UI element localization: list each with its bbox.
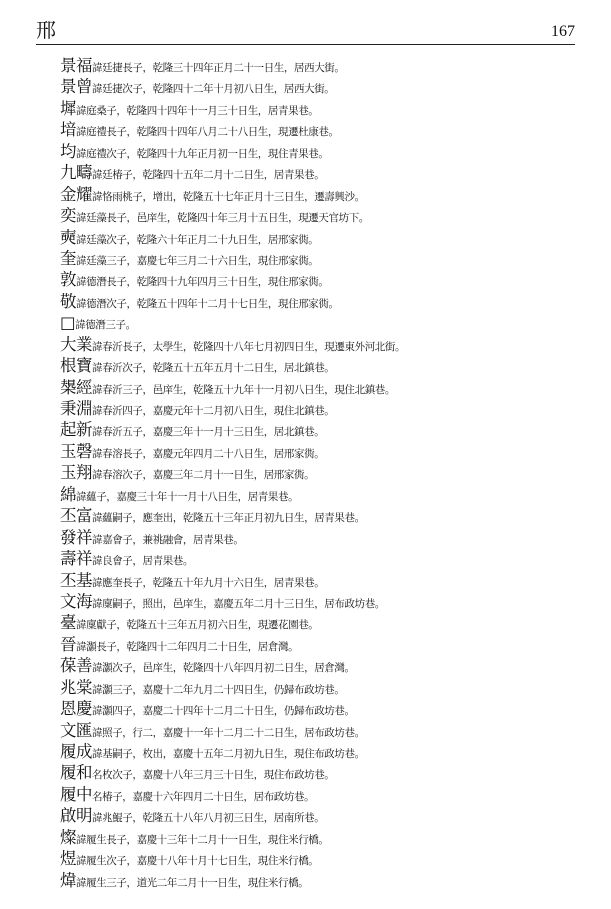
genealogy-entry [60, 762, 580, 783]
entry-text: 諱灝次子，邑庠生，乾隆四十八年四月初二日生，居倉灣。 [92, 662, 355, 675]
entry-text: 諱廩獻子，乾隆五十三年五月初六日生，現遷花園巷。 [76, 619, 319, 632]
genealogy-entry [60, 419, 580, 440]
entry-text: 諱履生次子，嘉慶十八年十月十七日生，現住米行橋。 [76, 855, 319, 868]
genealogy-entry [60, 848, 580, 869]
genealogy-entry [60, 462, 580, 483]
entry-text: 諱灝長子，乾隆四十二年四月二十日生，居倉灣。 [76, 640, 299, 653]
entry-name: 奎 [60, 248, 76, 268]
entry-text: 諱春溶次子，嘉慶三年二月十一日生，居邢家衖。 [92, 469, 315, 482]
entry-text: 諱照子，行二，嘉慶十一年十二月二十二日生，居布政坊巷。 [92, 726, 365, 739]
genealogy-entry [60, 184, 580, 205]
entry-name: 履成 [60, 742, 92, 761]
entry-text: 諱廷藻長子，邑庠生，乾隆四十年三月十五日生，現遷天官坊下。 [76, 212, 369, 225]
genealogy-entry-list [60, 55, 580, 891]
entry-name: 九疇 [60, 163, 92, 183]
entry-text: 諱庭禮次子，乾隆四十九年正月初一日生，現住青果巷。 [76, 147, 329, 160]
entry-name: 恩慶 [60, 699, 92, 719]
entry-name: 景曾 [60, 77, 92, 97]
entry-text: 諱廷椿子，乾隆四十五年二月十二日生，居青果巷。 [92, 169, 325, 182]
entry-name: 臺 [60, 613, 76, 633]
entry-name: □ [60, 313, 76, 333]
genealogy-entry [60, 355, 580, 376]
entry-text: 諱履生長子，嘉慶十三年十二月十一日生，現住米行橋。 [76, 833, 329, 846]
entry-name: 槼經 [60, 377, 92, 397]
genealogy-entry [60, 677, 580, 698]
entry-text: 名椿子，嘉慶十六年四月二十日生，居布政坊巷。 [92, 790, 315, 803]
entry-text: 諱廷藻三子，嘉慶七年三月二十六日生，現住邢家衖。 [76, 254, 319, 267]
genealogy-entry [60, 312, 580, 333]
entry-text: 諱基嗣子，枚出，嘉慶十五年二月初九日生，現住布政坊巷。 [92, 748, 365, 760]
entry-text: 諱庭桑子，乾隆四十四年十一月三十日生，居青果巷。 [76, 104, 319, 117]
entry-name: 玉翔 [60, 463, 92, 483]
entry-text: 諱廩嗣子，照出，邑庠生，嘉慶五年二月十三日生，居布政坊巷。 [92, 597, 385, 610]
entry-text: 諱春沂次子，乾隆五十五年五月十二日生，居北鎮巷。 [92, 362, 335, 375]
entry-text: 諱履生三子，道光二年二月十一日生，現住米行橋。 [76, 876, 309, 889]
genealogy-entry [60, 827, 580, 848]
entry-name: 晉 [60, 634, 76, 654]
running-title: 邢 [36, 18, 56, 42]
entry-name: 根寶 [60, 356, 92, 376]
entry-text: 諱春沂長子，太學生，乾隆四十八年七月初四日生，現遷東外河北街。 [92, 340, 406, 353]
entry-text: 諱蘊子，嘉慶三十年十一月十八日生，居青果巷。 [76, 490, 299, 503]
genealogy-entry [60, 484, 580, 505]
genealogy-entry [60, 655, 580, 676]
entry-name: 丕基 [60, 570, 92, 590]
entry-name: 履和 [60, 763, 92, 783]
entry-name: 景福 [60, 56, 92, 75]
entry-text: 諱春沂三子，邑庠生，乾隆五十九年十一月初八日生，現住北鎮巷。 [92, 383, 395, 396]
entry-name: 大業 [60, 334, 92, 354]
genealogy-entry [60, 76, 580, 97]
genealogy-entry [60, 269, 580, 290]
entry-text: 諱良會子，居青果巷。 [92, 555, 193, 568]
genealogy-entry [60, 548, 580, 569]
page-header [36, 18, 575, 45]
entry-name: 墀 [60, 98, 76, 118]
entry-text: 諱廷藻次子，乾隆六十年正月二十九日生，居邢家衖。 [76, 233, 319, 246]
entry-name: 葆善 [60, 656, 92, 676]
genealogy-entry [60, 227, 580, 248]
genealogy-entry [60, 591, 580, 612]
entry-text: 諱蘊嗣子，應奎出，乾隆五十三年正月初九日生，居青果巷。 [92, 512, 365, 525]
entry-text: 諱廷捷長子，乾隆三十四年正月二十一日生，居西大街。 [92, 62, 345, 74]
entry-text: 諱德潛長子，乾隆四十九年四月三十日生，現住邢家衖。 [76, 276, 329, 289]
entry-name: 奭 [60, 227, 76, 247]
entry-name: 玉磬 [60, 441, 92, 461]
genealogy-entry [60, 505, 580, 526]
entry-name: 煜 [60, 849, 76, 869]
genealogy-entry [60, 805, 580, 826]
genealogy-entry [60, 248, 580, 269]
entry-text: 諱應奎長子，乾隆五十年九月十六日生，居青果巷。 [92, 576, 325, 589]
genealogy-entry [60, 205, 580, 226]
entry-name: 履中 [60, 784, 92, 804]
genealogy-entry [60, 119, 580, 140]
entry-text: 諱德潛三子。 [75, 319, 136, 332]
entry-text: 諱德潛次子，乾隆五十四年十二月十七日生，現住邢家衖。 [76, 297, 339, 310]
entry-name: 發祥 [60, 527, 92, 547]
entry-text: 諱春溶長子，嘉慶元年四月二十八日生，居邢家衖。 [92, 447, 325, 460]
entry-name: 起新 [60, 420, 92, 440]
genealogy-entry [60, 698, 580, 719]
entry-name: 敦 [60, 270, 76, 290]
entry-text: 諱灝三子，嘉慶十二年九月二十四日生，仍歸布政坊巷。 [92, 683, 345, 696]
entry-text: 諱春沂五子，嘉慶三年十一月十三日生，居北鎮巷。 [92, 426, 325, 439]
genealogy-entry [60, 162, 580, 183]
entry-name: 丕富 [60, 506, 92, 526]
entry-name: 均 [60, 141, 76, 161]
genealogy-entry [60, 398, 580, 419]
entry-name: 堷 [60, 120, 76, 140]
entry-text: 諱庭禮長子，乾隆四十四年八月二十八日生，現遷杜康巷。 [76, 126, 339, 139]
entry-name: 文海 [60, 591, 92, 611]
genealogy-entry [60, 570, 580, 591]
genealogy-entry [60, 527, 580, 548]
genealogy-entry [60, 612, 580, 633]
genealogy-entry [60, 784, 580, 805]
entry-name: 煒 [60, 870, 76, 890]
genealogy-entry [60, 741, 580, 762]
entry-name: 壽祥 [60, 549, 92, 569]
entry-name: 燦 [60, 827, 76, 847]
entry-text: 諱廷捷次子，乾隆四十二年十月初八日生，居西大街。 [92, 83, 335, 96]
genealogy-entry [60, 377, 580, 398]
entry-name: 文匯 [60, 720, 92, 740]
entry-text: 諱恪雨桃子，增出，乾隆五十七年正月十三日生，遷壽興沙。 [92, 190, 365, 203]
entry-name: 啟明 [60, 806, 92, 826]
genealogy-entry [60, 634, 580, 655]
genealogy-entry [60, 291, 580, 312]
entry-name: 兆棠 [60, 677, 92, 697]
entry-name: 金耀 [60, 184, 92, 204]
entry-text: 名枚次子，嘉慶十八年三月三十日生，現住布政坊巷。 [92, 769, 335, 782]
entry-text: 諱春沂四子，嘉慶元年十二月初八日生，現住北鎮巷。 [92, 405, 335, 417]
genealogy-entry [60, 441, 580, 462]
entry-name: 奕 [60, 206, 76, 226]
genealogy-entry [60, 334, 580, 355]
genealogy-entry [60, 55, 580, 76]
entry-text: 諱嘉會子，兼祧融會，居青果巷。 [92, 533, 244, 546]
page-number: 167 [551, 23, 575, 40]
entry-name: 綿 [60, 484, 76, 504]
entry-text: 諱兆鯤子，乾隆五十八年八月初三日生，居南所巷。 [92, 812, 325, 825]
genealogy-entry [60, 870, 580, 891]
entry-name: 敬 [60, 291, 76, 311]
entry-name: 秉淵 [60, 399, 92, 418]
genealogy-entry [60, 98, 580, 119]
genealogy-entry [60, 141, 580, 162]
genealogy-entry [60, 720, 580, 741]
entry-text: 諱灝四子，嘉慶二十四年十二月二十日生，仍歸布政坊巷。 [92, 705, 355, 718]
